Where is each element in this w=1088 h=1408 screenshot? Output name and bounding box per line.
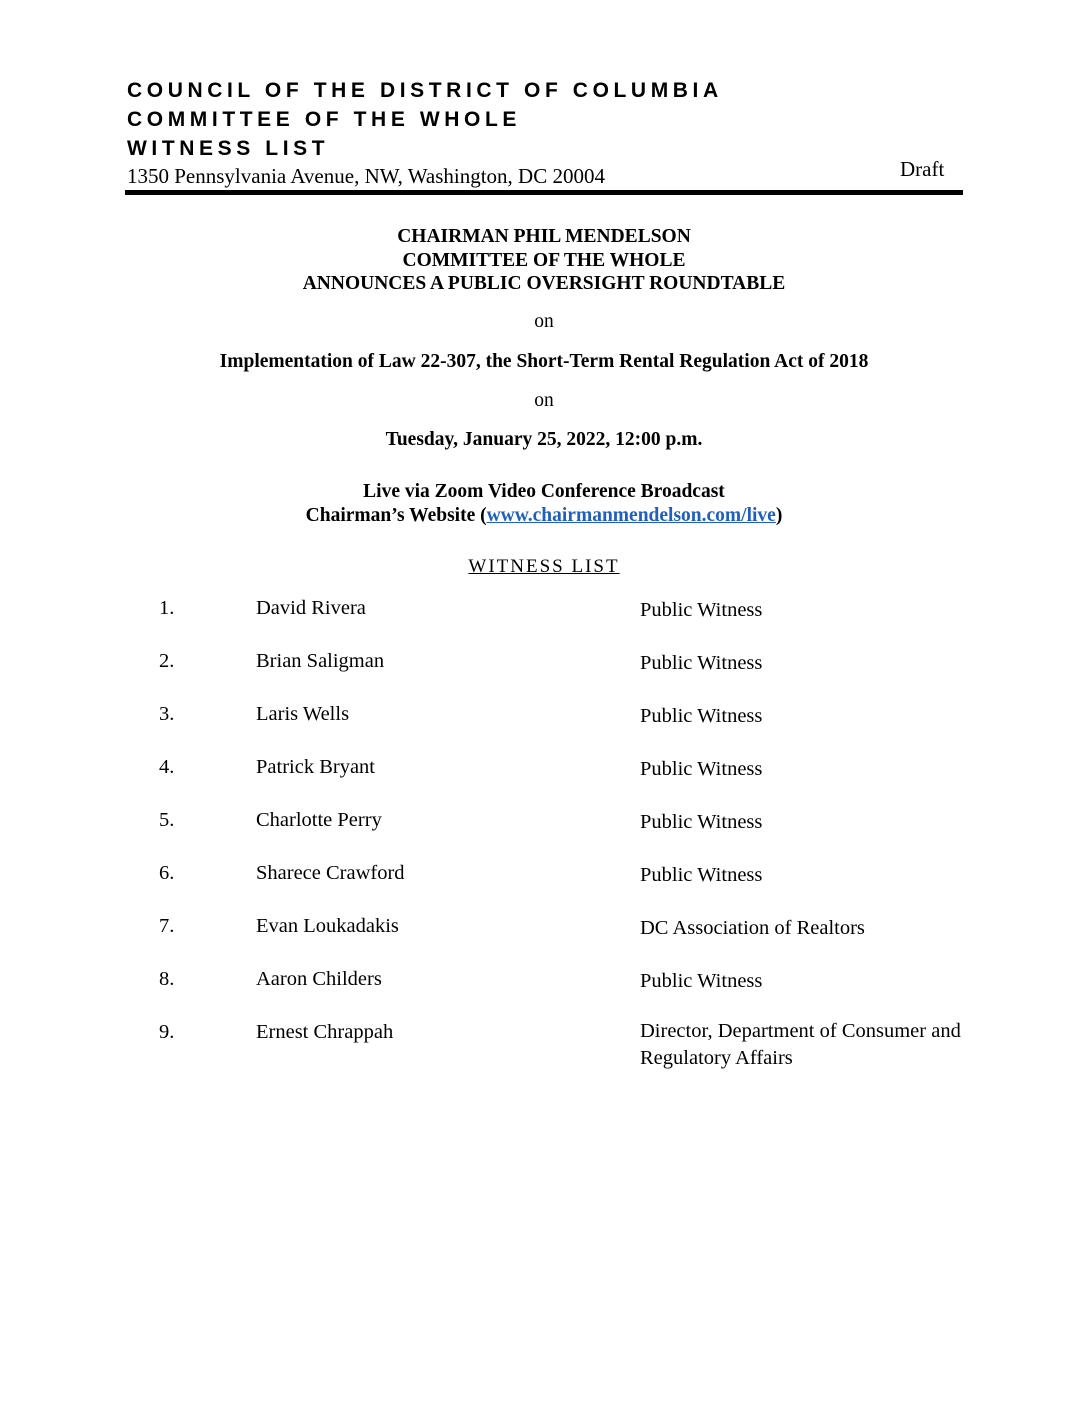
website-prefix: Chairman’s Website ( bbox=[305, 504, 487, 526]
council-address: 1350 Pennsylvania Avenue, NW, Washington, DC 20004 bbox=[127, 164, 605, 188]
witness-name: Aaron Childers bbox=[256, 968, 382, 990]
witness-name: Charlotte Perry bbox=[256, 809, 382, 831]
council-name: COUNCIL OF THE DISTRICT OF COLUMBIA bbox=[127, 79, 723, 102]
announcement-heading bbox=[0, 225, 1088, 296]
hearing-subject: Implementation of Law 22-307, the Short-Term Rental Regulation Act of 2018 bbox=[219, 351, 869, 372]
letterhead bbox=[127, 76, 723, 163]
announces-line: ANNOUNCES A PUBLIC OVERSIGHT ROUNDTABLE bbox=[302, 273, 786, 294]
website-link[interactable]: www.chairmanmendelson.com/live bbox=[486, 504, 776, 526]
witness-name: Ernest Chrappah bbox=[256, 1021, 394, 1043]
witness-affiliation: Public Witness bbox=[640, 864, 763, 886]
witness-affiliation: Public Witness bbox=[640, 599, 763, 621]
witness-list-title-text: WITNESS LIST bbox=[468, 556, 620, 577]
witness-number: 8. bbox=[159, 968, 175, 990]
on-connector-2: on bbox=[534, 390, 554, 411]
witness-name: Patrick Bryant bbox=[256, 756, 375, 778]
witness-name: Sharece Crawford bbox=[256, 862, 405, 884]
hearing-datetime: Tuesday, January 25, 2022, 12:00 p.m. bbox=[385, 429, 703, 450]
header-divider bbox=[125, 190, 963, 195]
witness-number: 2. bbox=[159, 650, 175, 672]
witness-number: 5. bbox=[159, 809, 175, 831]
witness-affiliation: Public Witness bbox=[640, 811, 763, 833]
website-suffix: ) bbox=[775, 504, 783, 526]
witness-affiliation: Public Witness bbox=[640, 705, 763, 727]
witness-number: 4. bbox=[159, 756, 175, 778]
witness-number: 6. bbox=[159, 862, 175, 884]
witness-number: 7. bbox=[159, 915, 175, 937]
witness-affiliation: Public Witness bbox=[640, 652, 763, 674]
committee-line: COMMITTEE OF THE WHOLE bbox=[402, 249, 686, 271]
broadcast-line: Live via Zoom Video Conference Broadcast bbox=[363, 481, 725, 502]
witness-name: Laris Wells bbox=[256, 703, 350, 725]
committee-name: COMMITTEE OF THE WHOLE bbox=[127, 108, 522, 131]
witness-name: Brian Saligman bbox=[256, 650, 385, 672]
document-type: WITNESS LIST bbox=[127, 137, 330, 160]
witness-list-title bbox=[0, 556, 1088, 578]
witness-affiliation: Public Witness bbox=[640, 758, 763, 780]
chairman-line: CHAIRMAN PHIL MENDELSON bbox=[397, 226, 691, 247]
website-line bbox=[0, 504, 1088, 528]
witness-affiliation: DC Association of Realtors bbox=[640, 917, 865, 939]
witness-number: 1. bbox=[159, 597, 175, 619]
witness-affiliation: Public Witness bbox=[640, 970, 763, 992]
witness-number: 3. bbox=[159, 703, 175, 725]
witness-affiliation: Director, Department of Consumer and Regulatory Affairs bbox=[640, 1020, 961, 1069]
witness-name: David Rivera bbox=[256, 597, 366, 619]
witness-name: Evan Loukadakis bbox=[256, 915, 399, 937]
draft-label: Draft bbox=[900, 157, 945, 181]
on-connector-1: on bbox=[534, 311, 554, 332]
witness-number: 9. bbox=[159, 1021, 175, 1043]
broadcast-info bbox=[0, 480, 1088, 527]
